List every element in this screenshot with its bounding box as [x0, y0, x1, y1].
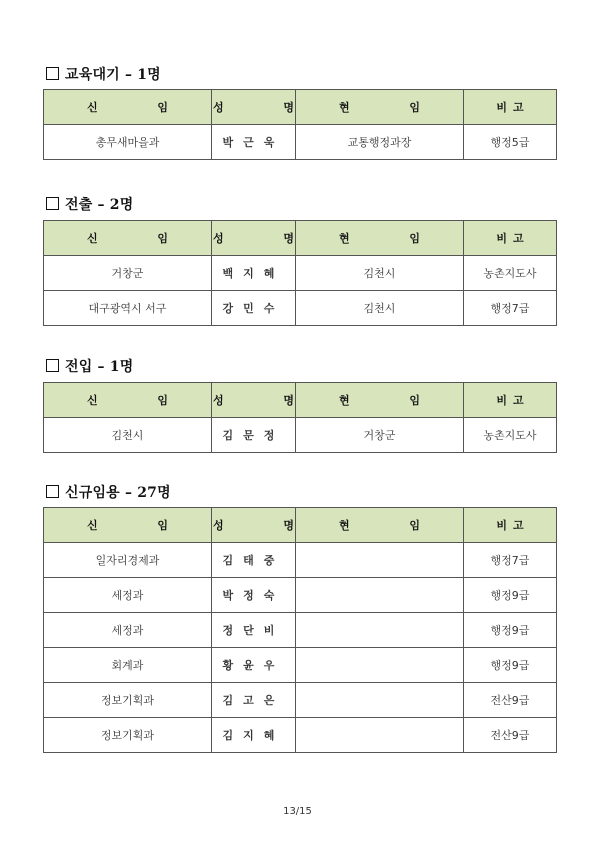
- cell-new-post: 정보기획과: [44, 718, 212, 753]
- table-header-row: [44, 90, 557, 125]
- cell-note: 행정9급: [464, 613, 557, 648]
- table-transfer-out: [43, 220, 557, 326]
- cell-name: 김고은: [212, 683, 296, 718]
- cell-new-post: 세정과: [44, 613, 212, 648]
- table-row: [44, 256, 557, 291]
- cell-name: 정단비: [212, 613, 296, 648]
- cell-note: 행정7급: [464, 291, 557, 326]
- cell-name: 김태중: [212, 543, 296, 578]
- page-number: 13/15: [283, 806, 312, 817]
- table-row: [44, 125, 557, 160]
- cell-name: 김문정: [212, 418, 296, 453]
- cell-new-post: 일자리경제과: [44, 543, 212, 578]
- header-current-post: 현 임: [296, 90, 464, 125]
- cell-current-post: [296, 718, 464, 753]
- cell-new-post: 회계과: [44, 648, 212, 683]
- cell-new-post: 세정과: [44, 578, 212, 613]
- header-name: 성 명: [212, 221, 296, 256]
- cell-current-post: [296, 648, 464, 683]
- cell-note: 행정5급: [464, 125, 557, 160]
- header-new-post: 신 임: [44, 508, 212, 543]
- checkbox-square-icon: [46, 67, 59, 80]
- header-current-post: 현 임: [296, 508, 464, 543]
- header-name: 성 명: [212, 90, 296, 125]
- header-new-post: 신 임: [44, 383, 212, 418]
- cell-note: 전산9급: [464, 683, 557, 718]
- section-title-new-appointment: 신규임용 – 27명: [46, 482, 171, 502]
- section-title-transfer-out: 전출 – 2명: [46, 194, 133, 214]
- header-name: 성 명: [212, 508, 296, 543]
- section-title-transfer-in: 전입 – 1명: [46, 356, 133, 376]
- table-row: [44, 578, 557, 613]
- header-note: 비고: [464, 508, 557, 543]
- header-note: 비고: [464, 221, 557, 256]
- cell-name: 박근욱: [212, 125, 296, 160]
- cell-note: 전산9급: [464, 718, 557, 753]
- checkbox-square-icon: [46, 485, 59, 498]
- table-row: [44, 683, 557, 718]
- cell-new-post: 김천시: [44, 418, 212, 453]
- cell-new-post: 거창군: [44, 256, 212, 291]
- cell-note: 농촌지도사: [464, 256, 557, 291]
- table-new-appointment: [43, 507, 557, 753]
- section-title-education: 교육대기 – 1명: [46, 64, 161, 84]
- table-header-row: [44, 221, 557, 256]
- table-transfer-in: [43, 382, 557, 453]
- cell-new-post: 정보기획과: [44, 683, 212, 718]
- checkbox-square-icon: [46, 359, 59, 372]
- cell-note: 행정9급: [464, 648, 557, 683]
- cell-current-post: [296, 683, 464, 718]
- header-note: 비고: [464, 90, 557, 125]
- cell-current-post: 교통행정과장: [296, 125, 464, 160]
- cell-name: 백지혜: [212, 256, 296, 291]
- cell-current-post: 거창군: [296, 418, 464, 453]
- table-row: [44, 291, 557, 326]
- table-row: [44, 613, 557, 648]
- cell-note: 행정7급: [464, 543, 557, 578]
- header-current-post: 현 임: [296, 221, 464, 256]
- table-row: [44, 718, 557, 753]
- table-row: [44, 543, 557, 578]
- header-current-post: 현 임: [296, 383, 464, 418]
- cell-name: 김지혜: [212, 718, 296, 753]
- cell-note: 행정9급: [464, 578, 557, 613]
- table-header-row: [44, 383, 557, 418]
- header-name: 성 명: [212, 383, 296, 418]
- cell-current-post: [296, 613, 464, 648]
- cell-current-post: [296, 543, 464, 578]
- table-header-row: [44, 508, 557, 543]
- header-note: 비고: [464, 383, 557, 418]
- table-education-standby: [43, 89, 557, 160]
- cell-name: 황윤우: [212, 648, 296, 683]
- cell-note: 농촌지도사: [464, 418, 557, 453]
- cell-name: 박정숙: [212, 578, 296, 613]
- table-row: [44, 648, 557, 683]
- header-new-post: 신 임: [44, 90, 212, 125]
- cell-current-post: [296, 578, 464, 613]
- cell-new-post: 총무새마을과: [44, 125, 212, 160]
- cell-current-post: 김천시: [296, 256, 464, 291]
- cell-name: 강민수: [212, 291, 296, 326]
- cell-new-post: 대구광역시 서구: [44, 291, 212, 326]
- table-row: [44, 418, 557, 453]
- header-new-post: 신 임: [44, 221, 212, 256]
- cell-current-post: 김천시: [296, 291, 464, 326]
- checkbox-square-icon: [46, 197, 59, 210]
